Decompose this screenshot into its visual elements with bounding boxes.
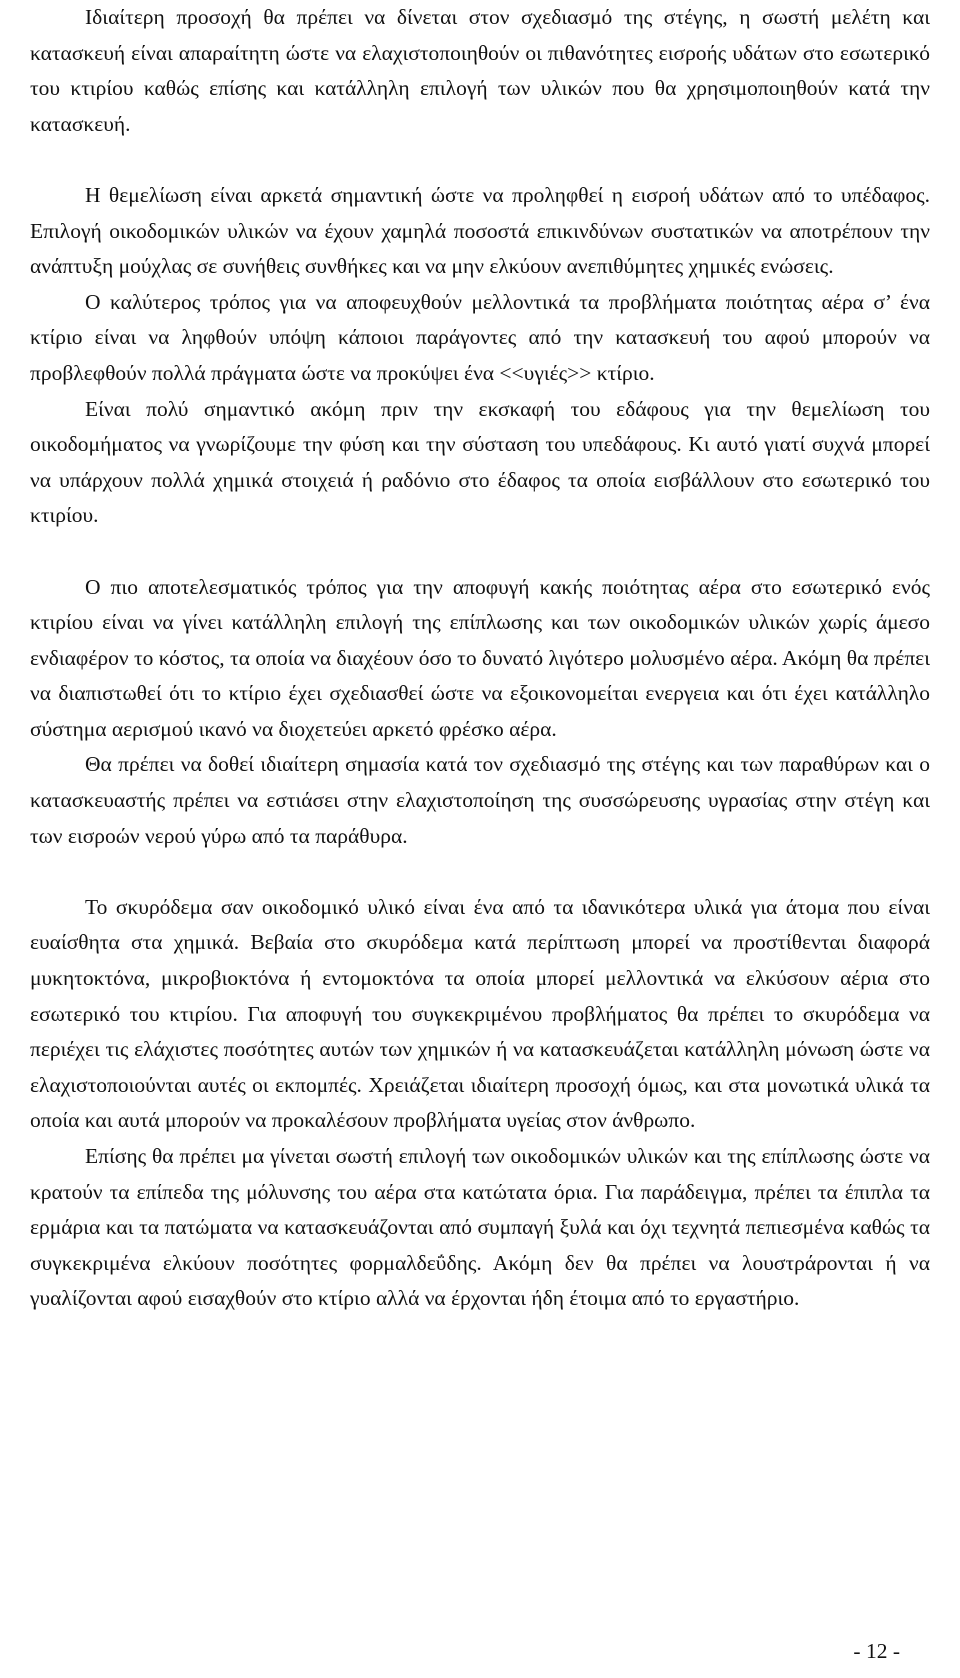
paragraph: Ο καλύτερος τρόπος για να αποφευχθούν μελλοντικά τα προβλήματα ποιότητας αέρα σ’ ένα κτίριο είναι να ληφθούν υπόψη κάποιοι παράγοντες από την κατασκευή του αφού μπορούν να προβλεφθούν πολλά πράγματα ώστε να προκύψει ένα <<υγιές>> κτίριο. — [30, 289, 930, 385]
document-page — [30, 0, 930, 1678]
blank-line — [30, 534, 930, 570]
blank-line — [30, 854, 930, 890]
section-4 — [30, 890, 930, 1317]
document-body — [30, 0, 930, 1317]
paragraph: Το σκυρόδεμα σαν οικοδομικό υλικό είναι ένα από τα ιδανικότερα υλικά για άτομα που είναι ευαίσθητα στα χημικά. Βεβαία στο σκυρόδεμα κατά περίπτωση μπορεί να προστίθενται διαφορά μυκητοκτόνα, μικροβιοκτόνα ή εντομοκτόνα τα οποία μπορεί μελλοντικά να ελκύσουν αέρια στο εσωτερικό του κτιρίου. Για αποφυγή του συγκεκριμένου προβλήματος θα πρέπει το σκυρόδεμα να περιέχει τις ελάχιστες ποσότητες αυτών των χημικών ή να κατασκευάζεται κατάλληλη μόνωση ώστε να ελαχιστοποιούνται αυτές οι εκπομπές. Χρειάζεται ιδιαίτερη προσοχή όμως, και στα μονωτικά υλικά τα οποία και αυτά μπορούν να προκαλέσουν προβλήματα υγείας στον άνθρωπο. — [30, 894, 930, 1133]
paragraph: Ιδιαίτερη προσοχή θα πρέπει να δίνεται στον σχεδιασμό της στέγης, η σωστή μελέτη και κατασκευή είναι απαραίτητη ώστε να ελαχιστοποιηθούν οι πιθανότητες εισροής υδάτων στο εσωτερικό του κτιρίου καθώς επίσης και κατάλληλη επιλογή των υλικών που θα χρησιμοποιηθούν κατά την κατασκευή. — [30, 5, 930, 136]
paragraph: Θα πρέπει να δοθεί ιδιαίτερη σημασία κατά τον σχεδιασμό της στέγης και των παραθύρων και ο κατασκευαστής πρέπει να εστιάσει στην ελαχιστοποίηση της συσσώρευσης υγρασίας στην στέγη και των εισροών νερού γύρω από τα παράθυρα. — [30, 752, 930, 848]
paragraph: Ο πιο αποτελεσματικός τρόπος για την αποφυγή κακής ποιότητας αέρα στο εσωτερικό ενός κτιρίου είναι να γίνει κατάλληλη επιλογή της επίπλωσης και των οικοδομικών υλικών χωρίς άμεσο ενδιαφέρον το κόστος, τα οποία να διαχέουν όσο το δυνατό λιγότερο μολυσμένο αέρα. Ακόμη θα πρέπει να διαπιστωθεί ότι το κτίριο έχει σχεδιασθεί ώστε να εξοικονομείται ενεργεια και ότι έχει κατάλληλο σύστημα αερισμού ικανό να διοχετεύει αρκετό φρέσκο αέρα. — [30, 574, 930, 741]
paragraph: Επίσης θα πρέπει μα γίνεται σωστή επιλογή των οικοδομικών υλικών και της επίπλωσης ώστε να κρατούν τα επίπεδα της μόλυνσης του αέρα στα κατώτατα όρια. Για παράδειγμα, πρέπει τα έπιπλα τα ερμάρια και τα πατώματα να κατασκευάζονται από συμπαγή ξυλά και όχι τεχνητά πεπιεσμένα καθώς τα συγκεκριμένα ελκύουν ποσότητες φορμαλδεΰδης. Ακόμη δεν θα πρέπει να λουστράρονται ή να γυαλίζονται αφού εισαχθούν στο κτίριο αλλά να έρχονται ήδη έτοιμα από το εργαστήριο. — [30, 1144, 930, 1311]
paragraph: Η θεμελίωση είναι αρκετά σημαντική ώστε να προληφθεί η εισροή υδάτων από το υπέδαφος. Επιλογή οικοδομικών υλικών να έχουν χαμηλά ποσοστά επικινδύνων συστατικών να αποτρέπουν την ανάπτυξη μούχλας σε συνήθεις συνθήκες και να μην ελκύουν ανεπιθύμητες χημικές ενώσεις. — [30, 182, 930, 279]
section-1 — [30, 0, 930, 142]
blank-line — [30, 142, 930, 178]
paragraph: Είναι πολύ σημαντικό ακόμη πριν την εκσκαφή του εδάφους για την θεμελίωση του οικοδομήματος να γνωρίζουμε την φύση και την σύσταση του υπεδάφους. Κι αυτό γιατί συχνά μπορεί να υπάρχουν πολλά χημικά στοιχειά ή ραδόνιο στο έδαφος τα οποία εισβάλλουν στο εσωτερικό του κτιρίου. — [30, 396, 930, 528]
page-number: - 12 - — [853, 1639, 900, 1663]
section-2 — [30, 178, 930, 534]
section-3 — [30, 570, 930, 855]
